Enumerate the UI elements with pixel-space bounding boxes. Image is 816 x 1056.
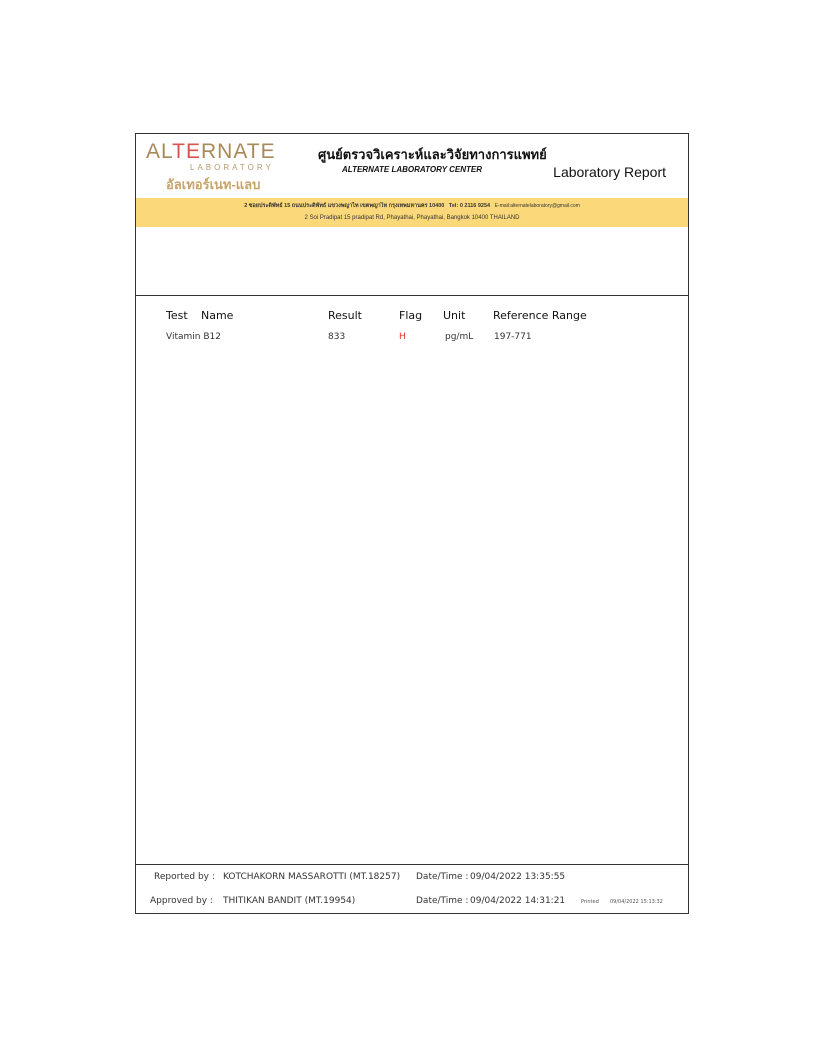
address-email: E-mail:alternatelaboratory@gmail.com — [494, 203, 580, 209]
address-band — [136, 198, 688, 227]
logo-word-right: RNATE — [200, 140, 276, 163]
reported-datetime-label: Date/Time : — [416, 872, 469, 882]
col-header-reference: Reference Range — [493, 309, 587, 322]
reported-row — [136, 872, 688, 892]
col-header-name: Name — [201, 309, 234, 322]
logo-word-accent: TE — [172, 140, 201, 163]
reference-cell: 197-771 — [494, 332, 532, 342]
address-thai-line — [136, 202, 688, 210]
unit-cell: pg/mL — [445, 332, 474, 342]
approved-datetime-label: Date/Time : — [416, 896, 469, 906]
printed-label: Printed — [581, 899, 599, 905]
address-thai: 2 ซอยประดิพัทธ์ 15 ถนนประดิพัทธ์ แขวงพญาไท เขตพญาไท กรุงเทพมหานคร 10400 — [244, 203, 445, 209]
report-header — [136, 134, 688, 198]
laboratory-report — [135, 133, 689, 914]
reported-name: KOTCHAKORN MASSAROTTI (MT.18257) — [223, 872, 401, 882]
reported-datetime: 09/04/2022 13:35:55 — [470, 872, 566, 882]
approved-label: Approved by : — [150, 896, 213, 906]
logo-wordmark — [146, 140, 276, 164]
center-name-english: ALTERNATE LABORATORY CENTER — [342, 165, 483, 174]
alternate-lab-logo — [146, 138, 306, 194]
result-cell: 833 — [328, 332, 346, 342]
approved-datetime: 09/04/2022 14:31:21 — [470, 896, 566, 906]
logo-thai-name: อัลเทอร์เนท-แลบ — [166, 177, 261, 192]
col-header-test: Test — [166, 309, 188, 322]
col-header-unit: Unit — [443, 309, 466, 322]
report-title: Laboratory Report — [553, 164, 666, 180]
approved-row — [136, 896, 688, 916]
address-english: 2 Soi Pradipat 15 pradipat Rd, Phayathai, Phayathai, Bangkok 10400 THAILAND — [304, 215, 520, 221]
col-header-result: Result — [328, 309, 362, 322]
col-header-flag: Flag — [399, 309, 423, 322]
center-name-thai: ศูนย์ตรวจวิเคราะห์และวิจัยทางการแพทย์ — [318, 147, 547, 162]
reported-label: Reported by : — [154, 872, 215, 882]
footer-divider — [136, 864, 688, 865]
address-tel: Tel: 0 2116 9254 — [448, 203, 491, 209]
logo-subtitle: LABORATORY — [190, 163, 274, 172]
approved-name: THITIKAN BANDIT (MT.19954) — [223, 896, 356, 906]
header-divider — [136, 295, 688, 296]
test-name-cell: Vitamin B12 — [166, 332, 221, 342]
printed-datetime: 09/04/2022 15:13:32 — [610, 899, 663, 905]
flag-cell: H — [399, 332, 406, 342]
logo-word-left: AL — [146, 140, 173, 163]
